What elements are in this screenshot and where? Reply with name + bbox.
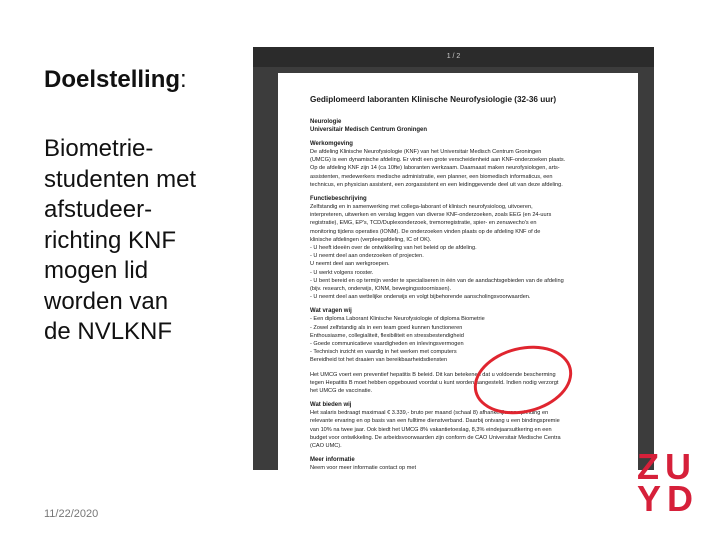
section-line: assistenten, medewerkers medische administratie, een planner, een biomedisch informaticus, een: [310, 173, 553, 180]
section-line: (UMCG) is een dynamische afdeling. Er vindt een grote verscheidenheid aan KNF-onderzoeken plaats.: [310, 157, 566, 164]
section-heading: Functiebeschrijving: [310, 196, 367, 203]
section-line: tegen Hepatitis B moet hebben opgebouwd voordat u kunt worden aangesteld. Indien nodig verzorgt: [310, 379, 559, 386]
body-line: Biometrie-: [44, 135, 154, 162]
section-heading: Wat bieden wij: [310, 402, 352, 409]
viewer-toolbar: [253, 47, 654, 67]
section-line: Zelfstandig en in samenwerking met collega-laborant of klinisch neurofysioloog, uitvoeren,: [310, 204, 533, 211]
slide-title-colon: :: [180, 66, 187, 93]
document-content: [310, 95, 610, 470]
zuyd-logo: [637, 446, 700, 519]
section-line: - U bent bereid en op termijn verder te specialiseren in één van de aandachtsgebieden van de afdeling: [310, 277, 564, 284]
section-line: Enthousiasme, collegialiteit, flexibiliteit en stressbestendigheid: [310, 332, 464, 339]
section-line: (bijv. research, onderwijs, IONM, bewegingsstoornissen).: [310, 286, 452, 293]
logo-row-1: ZU: [637, 446, 697, 487]
body-line: worden van: [44, 287, 169, 315]
section-line: - U neemt deel aan onderzoeken of projecten.: [310, 253, 424, 260]
section-line: De afdeling Klinische Neurofysiologie (KNF) van het Universitair Medisch Centrum Groningen: [310, 149, 542, 155]
body-line: mogen lid: [44, 257, 149, 284]
document-page: [278, 73, 638, 470]
document-title: Gediplomeerd laboranten Klinische Neurofysiologie (32-36 uur): [310, 95, 557, 104]
section-line: van 10% na twee jaar. Ook biedt het UMCG 8% vakantietoeslag, 8,3% eindejaarsuitkering en een: [310, 426, 552, 433]
slide-title: [44, 66, 187, 94]
section-line: Bereidheid tot het draaien van bereikbaarheidsdiensten: [310, 357, 448, 364]
section-line: - Technisch inzicht en vaardig in het werken met computers: [310, 349, 457, 356]
section-line: - U werkt volgens rooster.: [310, 269, 374, 276]
section-line: Het UMCG voert een preventief hepatitis B beleid. Dit kan betekenen dat u voldoende bescherming: [310, 371, 556, 378]
section-line: registratie), EMG, EP's, TCD/Duplexonderzoek, tremorregistratie, spier- en zenuwecho's en: [310, 220, 537, 227]
section-line: - Een diploma Laborant Klinische Neurofysiologie of diploma Biometrie: [310, 316, 485, 323]
section-heading: Wat vragen wij: [310, 308, 352, 315]
organisation-line: Universitair Medisch Centrum Groningen: [310, 127, 428, 133]
body-line: studenten met: [44, 165, 197, 193]
slide-date: 11/22/2020: [44, 508, 99, 520]
section-line: - U neemt deel aan wettelijke onderwijs en volgt bijbehorende aanscholingsvoorwaarden.: [310, 294, 531, 301]
body-line: richting KNF: [44, 226, 177, 254]
document-viewer[interactable]: [253, 47, 654, 470]
section-line: U neemt deel aan werkgroepen.: [310, 261, 390, 268]
organisation-line: Neurologie: [310, 119, 342, 125]
section-line: het UMCG de vaccinatie.: [310, 388, 373, 395]
section-line: (CAO UMC).: [310, 443, 342, 450]
section-line: Het salaris bedraagt maximaal € 3.339,- bruto per maand (schaal 8) afhankelijk van opleiding en: [310, 410, 549, 417]
slide-body-text: [44, 134, 244, 348]
section-line: relevante ervaring en op basis van een fulltime dienstverband. Daarbij ontvang u een bindingspremie: [310, 418, 560, 425]
document-sections: [310, 134, 610, 470]
section-line: - Zowel zelfstandig als in een team goed kunnen functioneren: [310, 324, 463, 331]
section-line: technicus, en physician assistent, een zorgassistent en een leidinggevende deel uit van deze afdeling.: [310, 181, 563, 188]
body-line: afstudeer-: [44, 196, 153, 223]
section-line: - U heeft ideeën over de ontwikkeling van het beleid op de afdeling.: [310, 245, 477, 252]
section-line: Neem voor meer informatie contact op met: [310, 465, 417, 470]
page-indicator: 1 / 2: [446, 53, 461, 60]
slide-title-bold: Doelstelling: [44, 66, 181, 93]
section-line: Op de afdeling KNF zijn 14 (ca 10fte) laboranten werkzaam. Daarnaast maken neurofysiologen, arts-: [310, 165, 560, 172]
section-heading: Werkomgeving: [310, 141, 353, 147]
section-line: interpreteren, uitwerken en verslag leggen van diverse KNF-onderzoeken, zoals EEG (en 24-uurs: [310, 212, 552, 219]
section-heading: Meer informatie: [310, 457, 355, 464]
logo-row-2: YD: [637, 478, 700, 519]
body-line: de NVLKNF: [44, 318, 173, 345]
section-line: monitoring tijdens operaties (IONM). De onderzoeken vinden plaats op de afdeling KNF of de: [310, 228, 541, 235]
section-line: budget voor ontwikkeling. De arbeidsvoorwaarden zijn conform de CAO Universitair Medische Centra: [310, 434, 561, 441]
organisation-block: [310, 118, 610, 134]
section-line: klinische afdelingen (verpleegafdeling, IC of OK).: [310, 236, 432, 243]
section-line: - Goede communicatieve vaardigheden en inlevingsvermogen: [310, 341, 464, 348]
